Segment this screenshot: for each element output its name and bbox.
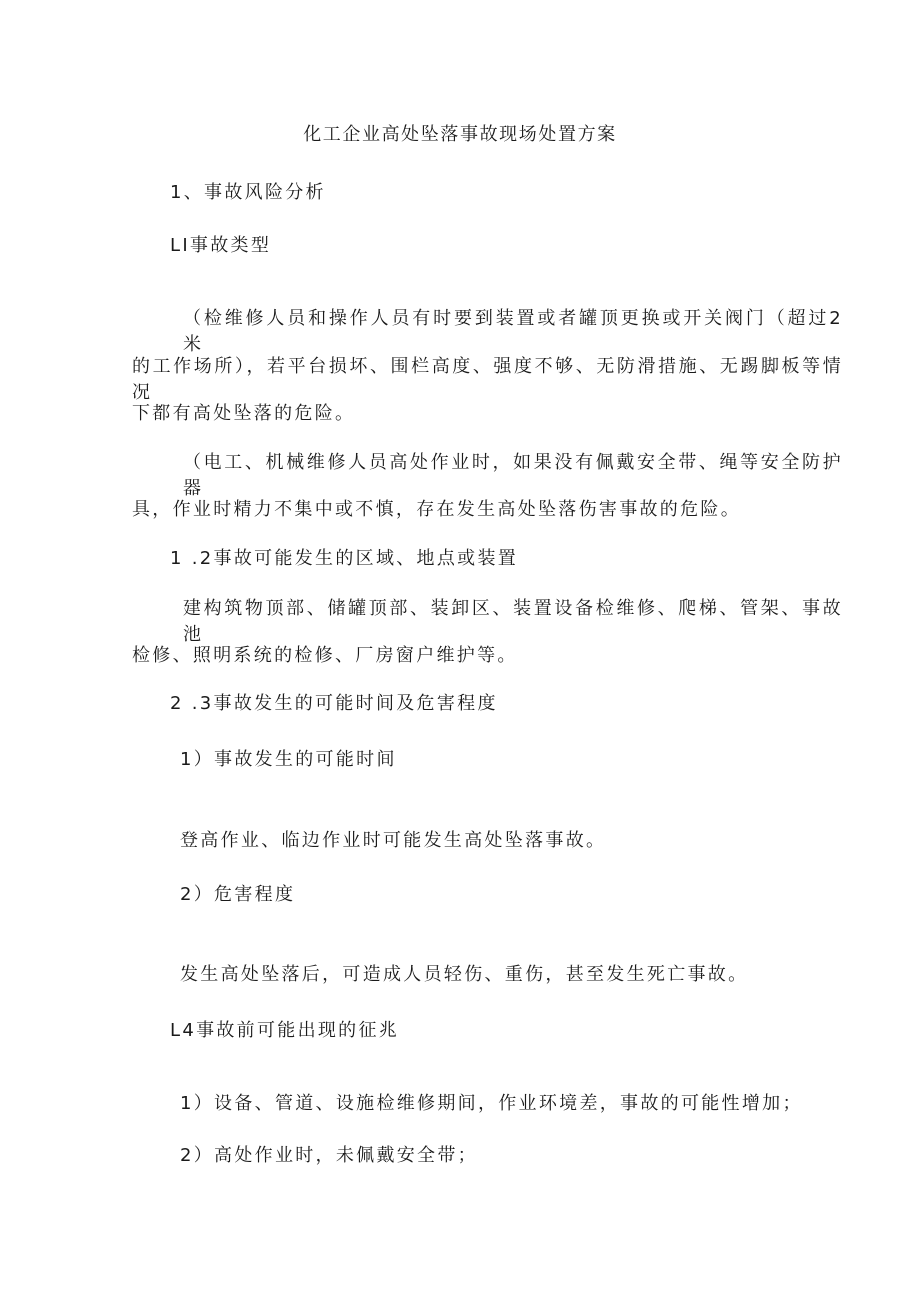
paragraph-1-line-2: 的工作场所），若平台损坏、围栏高度、强度不够、无防滑措施、无踢脚板等情况 xyxy=(132,356,843,403)
document-title: 化工企业高处坠落事故现场处置方案 xyxy=(303,124,617,145)
heading-risk-analysis: 1、事故风险分析 xyxy=(170,182,326,203)
heading-accident-area: 1 .2事故可能发生的区域、地点或装置 xyxy=(170,548,519,569)
paragraph-2-line-2: 具，作业时精力不集中或不慎，存在发生高处坠落伤害事故的危险。 xyxy=(132,499,741,520)
paragraph-severity: 发生高处坠落后，可造成人员轻伤、重伤，甚至发生死亡事故。 xyxy=(180,964,749,985)
paragraph-possible-time: 登高作业、临边作业时可能发生高处坠落事故。 xyxy=(180,830,607,851)
heading-warning-signs: L4事故前可能出现的征兆 xyxy=(170,1020,400,1041)
list-item-1: 1）设备、管道、设施检维修期间，作业环境差，事故的可能性增加； xyxy=(180,1093,803,1114)
subheading-possible-time: 1）事故发生的可能时间 xyxy=(180,749,397,770)
heading-time-and-severity: 2 .3事故发生的可能时间及危害程度 xyxy=(170,693,498,714)
heading-accident-type: LI事故类型 xyxy=(170,235,272,256)
paragraph-1-line-1: （检维修人员和操作人员有时要到装置或者罐顶更换或开关阀门（超过2米 xyxy=(183,308,843,355)
subheading-severity: 2）危害程度 xyxy=(180,884,296,905)
paragraph-3-line-1: 建构筑物顶部、储罐顶部、装卸区、装置设备检维修、爬梯、管架、事故池 xyxy=(183,598,843,645)
list-item-2: 2）高处作业时，未佩戴安全带； xyxy=(180,1145,478,1166)
paragraph-2-line-1: （电工、机械维修人员高处作业时，如果没有佩戴安全带、绳等安全防护器 xyxy=(183,452,843,499)
paragraph-3-line-2: 检修、照明系统的检修、厂房窗户维护等。 xyxy=(132,645,518,666)
paragraph-1-line-3: 下都有高处坠落的危险。 xyxy=(132,403,356,424)
